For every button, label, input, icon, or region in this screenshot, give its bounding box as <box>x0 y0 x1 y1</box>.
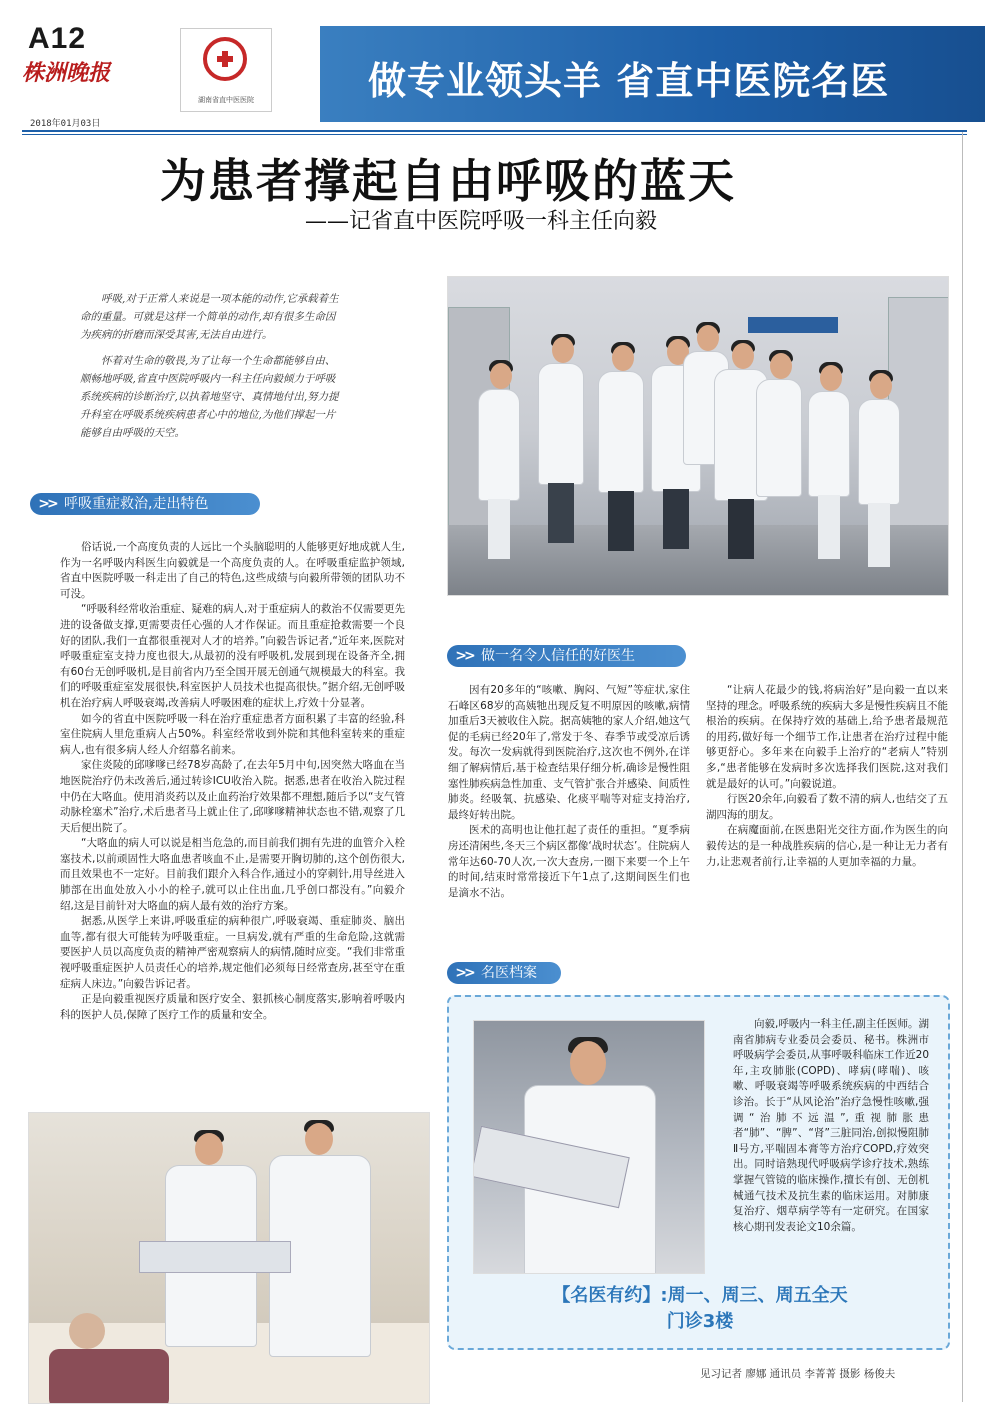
team-group-photo <box>447 276 949 596</box>
paragraph: 正是向毅重视医疗质量和医疗安全、狠抓核心制度落实,影响着呼吸内科的医护人员,保障了医疗工作的质量和安全。 <box>60 993 405 1021</box>
doctor-portrait-photo <box>473 1020 705 1274</box>
medical-chart-folder <box>139 1241 291 1273</box>
page-edge-line <box>962 132 963 1402</box>
section-title: 呼吸重症救治,走出特色 <box>64 496 209 512</box>
corridor-sign <box>748 317 838 333</box>
paragraph: 行医20余年,向毅看了数不清的病人,也结交了五湖四海的朋友。 <box>706 793 948 821</box>
paragraph: 据悉,从医学上来讲,呼吸重症的病种很广,呼吸衰竭、重症肺炎、脑出血等,都有很大可能转为呼吸重症。一旦病发,就有严重的生命危险,这就需要医护人员以高度负责的精神严密观察病人的病情,随时应变。“我们非常重视呼吸重症医护人员责任心的培养,规定他们必须每日经常查房,甚至守在重症病人床边。”向毅告诉记者。 <box>60 915 405 990</box>
section-tag-critical-care <box>30 493 260 515</box>
section-tag-trusted-doctor <box>447 645 686 667</box>
profile-paragraph: 向毅,呼吸内一科主任,副主任医师。湖南省肺病专业委员会委员、秘书。株洲市呼吸病学会委员,从事呼吸科临床工作近20年,主攻肺胀(COPD)、哮病(哮喘)、咳嗽、呼吸衰竭等呼吸系统疾病的中西结合诊治。长于“从风论治”治疗急慢性咳嗽,强调“治肺不远温”,重视肺胀患者“肺”、“脾”、“肾”三脏同治,创拟慢阻肺Ⅱ号方,平喘固本膏等方治疗COPD,疗效突出。同时谙熟现代呼吸病学诊疗技术,熟练掌握气管镜的临床操作,擅长有创、无创机械通气技术及抗生素的临床运用。对肺康复治疗、烟草病学等有一定研究。在国家核心期刊发表论文10余篇。 <box>733 1018 929 1233</box>
paper-name: 株洲晚报 <box>22 60 111 86</box>
header-banner <box>320 26 985 122</box>
logo-name: 湖南省直中医医院 <box>198 96 254 104</box>
cross-icon <box>217 51 233 67</box>
paragraph: 如今的省直中医院呼吸一科在治疗重症患者方面积累了丰富的经验,科室住院病人里危重病人占50%。科室经常收到外院和其他科室转来的重症病人,也有很多病人经人介绍慕名前来。 <box>60 712 405 756</box>
banner-text: 做专业领头羊 省直中医院名医 <box>368 59 890 103</box>
page-number: A12 <box>28 22 87 55</box>
double-chevron-icon: >> <box>455 965 473 981</box>
paragraph: 医术的高明也让他扛起了责任的重担。“夏季病房还清闲些,冬天三个病区都像‘战时状态’。住院病人常年达60-70人次,一次大查房,一圈下来要一个上午的时间,结束时常常接近下午1点了,这期间医生们也是滴水不沾。 <box>448 824 690 899</box>
headline: 为患者撑起自由呼吸的蓝天 <box>160 154 736 208</box>
paragraph: “大咯血的病人可以说是相当危急的,而目前我们拥有先进的血管介入栓塞技术,以前顽固性大咯血患者咳血不止,是需要开胸切肺的,这个创伤很大,而且效果也不一定好。目前我们跟介入科合作,通过小的穿刺针,用导丝进入肺部在出血处放入小小的栓子,就可以止住出血,几乎创口都没有。”向毅介绍,这是目前针对大咯血的病人最有效的治疗方案。 <box>60 837 405 912</box>
section2-body-right <box>706 683 948 870</box>
paragraph: 家住炎陵的邱嗲嗲已经78岁高龄了,在去年5月中旬,因突然大咯血在当地医院治疗仍未改善后,通过转诊ICU收治入院。据悉,患者在收治入院过程中仍在大咯血。使用消炎药以及止血药治疗效果都不理想,随后予以“支气管动脉栓塞术”治疗,术后患者马上就止住了,邱嗲嗲精神状态也不错,观察了几天后便出院了。 <box>60 759 405 834</box>
intro-paragraph: 怀着对生命的敬畏,为了让每一个生命都能够自由、顺畅地呼吸,省直中医院呼吸内一科主任向毅倾力于呼吸系统疾病的诊断治疗,以执着地坚守、真情地付出,努力提升科室在呼吸系统疾病患者心中的地位,为他们撑起一片能够自由呼吸的天空。 <box>80 355 339 439</box>
subheadline: ——记省直中医院呼吸一科主任向毅 <box>305 209 658 234</box>
double-chevron-icon: >> <box>38 496 56 512</box>
paragraph: 俗话说,一个高度负责的人远比一个头脑聪明的人能够更好地成就人生,作为一名呼吸内科医生向毅就是一个高度负责的人。在呼吸重症监护领域,省直中医院呼吸一科走出了自己的特色,这些成绩与向毅所带领的团队功不可没。 <box>60 541 405 600</box>
paragraph: 在病魔面前,在医患阳光交往方面,作为医生的向毅传达的是一种战胜疾病的信心,是一种让无力者有力,让悲观者前行,让幸福的人更加幸福的力量。 <box>706 824 948 868</box>
paragraph: “呼吸科经常收治重症、疑难的病人,对于重症病人的救治不仅需要更先进的设备做支撑,更需要责任心强的人才作保证。而且重症抢救需要一个良好的团队,我们一直都很重视对人才的培养。”向毅告诉记者,“近年来,医院对呼吸重症室支持力度也很大,从最初的没有呼吸机,发展到现在设备齐全,拥有60台无创呼吸机,是目前省内乃至全国开展无创通气规模最大的科室。我们的呼吸重症室发展很快,科室医护人员技术也提高很快。”据介绍,无创呼吸机在治疗病人呼吸衰竭,改善病人呼吸困难的症状上,疗效十分显著。 <box>60 603 405 709</box>
issue-date: 2018年01月03日 <box>30 119 101 129</box>
header-rule <box>22 130 967 132</box>
logo-circle-icon <box>203 37 247 81</box>
profile-text <box>733 1017 929 1235</box>
section-title: 名医档案 <box>481 965 537 981</box>
appointment-days: 【名医有约】:周一、周三、周五全天 <box>552 1285 848 1306</box>
paragraph: 因有20多年的“咳嗽、胸闷、气短”等症状,家住石峰区68岁的高姨牠出现反复不明原因的咳嗽,病情加重后3天被收住入院。据高姨牠的家人介绍,她这气促的毛病已经20年了,常发于冬、春季节或受凉后诱发。每次一发病就得到医院治疗,这次也不例外,在详细了解病情后,基于检查结果仔细分析,确诊是慢性阻塞性肺疾病急性加重、支气管扩张合并感染、间质性肺炎。经吸氧、抗感染、化痰平喘等对症支持治疗,最终好转出院。 <box>448 684 690 821</box>
section2-body-left <box>448 683 690 901</box>
paragraph: “让病人花最少的钱,将病治好”是向毅一直以来坚持的理念。呼吸系统的疾病大多是慢性疾病且不能根治的疾病。在保持疗效的基础上,给予患者最规范的用药,做好每一个细节工作,让患者在治疗过程中能够更舒心。多年来在向毅手上治疗的“老病人”特别多,“患者能够在发病时多次选择我们医院,这对我们就是最好的认可。”向毅说道。 <box>706 684 948 790</box>
intro-text <box>80 290 340 450</box>
double-chevron-icon: >> <box>455 648 473 664</box>
appointment-location: 门诊3楼 <box>666 1311 734 1332</box>
byline-credits: 见习记者 廖娜 通讯员 李菁菁 摄影 杨俊夫 <box>700 1368 896 1380</box>
section-tag-profile <box>447 962 561 984</box>
appointment-info <box>470 1283 930 1335</box>
header-rule-thin <box>22 134 967 135</box>
section1-body <box>60 540 405 1023</box>
section-title: 做一名令人信任的好医生 <box>481 648 635 664</box>
hospital-logo <box>180 28 272 112</box>
intro-paragraph: 呼吸,对于正常人来说是一项本能的动作,它承载着生命的重量。可就是这样一个简单的动作,却有很多生命因为疾病的折磨而深受其害,无法自由进行。 <box>80 293 339 341</box>
ward-round-photo <box>28 1112 430 1404</box>
